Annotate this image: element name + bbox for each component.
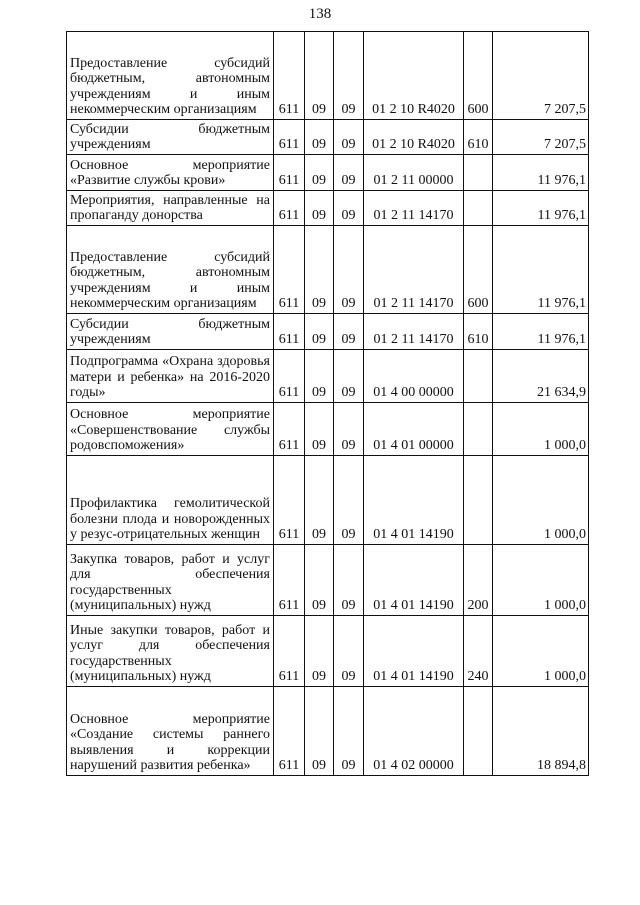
row-ved: 611: [274, 350, 305, 403]
row-rz: 09: [305, 191, 334, 226]
row-csr: 01 2 11 14170: [364, 191, 464, 226]
row-pr: 09: [334, 120, 364, 155]
row-sum: 1 000,0: [493, 403, 589, 456]
row-sum: 11 976,1: [493, 314, 589, 350]
row-pr: 09: [334, 456, 364, 545]
row-name: Профилактика гемолитической болезни плода и новорожденных у резус-отрицательных женщин: [67, 456, 274, 545]
row-ved: 611: [274, 226, 305, 314]
row-rz: 09: [305, 456, 334, 545]
row-csr: 01 2 11 14170: [364, 314, 464, 350]
row-sum: 11 976,1: [493, 155, 589, 191]
row-name: Мероприятия, направленные на пропаганду донорства: [67, 191, 274, 226]
row-sum: 7 207,5: [493, 32, 589, 120]
row-name: Субсидии бюджетным учреждениям: [67, 314, 274, 350]
row-csr: 01 4 01 14190: [364, 456, 464, 545]
row-vr: 600: [464, 32, 493, 120]
table-row: [67, 545, 589, 616]
row-csr: 01 4 00 00000: [364, 350, 464, 403]
row-vr: [464, 155, 493, 191]
row-vr: 600: [464, 226, 493, 314]
table-row: [67, 191, 589, 226]
table-row: [67, 226, 589, 314]
row-ved: 611: [274, 456, 305, 545]
row-ved: 611: [274, 687, 305, 776]
budget-table-body: [67, 32, 589, 776]
row-vr: 200: [464, 545, 493, 616]
row-name: Подпрограмма «Охрана здоровья матери и ребенка» на 2016-2020 годы»: [67, 350, 274, 403]
table-row: [67, 155, 589, 191]
row-sum: 11 976,1: [493, 191, 589, 226]
row-csr: 01 2 11 14170: [364, 226, 464, 314]
table-row: [67, 687, 589, 776]
row-rz: 09: [305, 226, 334, 314]
row-vr: 610: [464, 314, 493, 350]
row-pr: 09: [334, 155, 364, 191]
row-sum: 1 000,0: [493, 456, 589, 545]
row-rz: 09: [305, 687, 334, 776]
budget-table: [66, 31, 589, 776]
table-row: [67, 350, 589, 403]
row-vr: 610: [464, 120, 493, 155]
row-csr: 01 4 01 14190: [364, 545, 464, 616]
row-sum: 18 894,8: [493, 687, 589, 776]
row-pr: 09: [334, 226, 364, 314]
row-sum: 1 000,0: [493, 616, 589, 687]
row-rz: 09: [305, 314, 334, 350]
row-sum: 7 207,5: [493, 120, 589, 155]
row-csr: 01 4 01 14190: [364, 616, 464, 687]
row-name: Предоставление субсидий бюджетным, автономным учреждениям и иным некоммерческим организациям: [67, 32, 274, 120]
page-number: 138: [308, 6, 332, 22]
table-row: [67, 616, 589, 687]
row-csr: 01 2 11 00000: [364, 155, 464, 191]
row-pr: 09: [334, 403, 364, 456]
row-vr: [464, 350, 493, 403]
row-rz: 09: [305, 120, 334, 155]
row-sum: 1 000,0: [493, 545, 589, 616]
row-ved: 611: [274, 191, 305, 226]
row-rz: 09: [305, 32, 334, 120]
table-row: [67, 120, 589, 155]
row-name: Предоставление субсидий бюджетным, автономным учреждениям и иным некоммерческим организациям: [67, 226, 274, 314]
row-name: Основное мероприятие «Создание системы раннего выявления и коррекции нарушений развития ребенка»: [67, 687, 274, 776]
row-rz: 09: [305, 616, 334, 687]
row-ved: 611: [274, 403, 305, 456]
row-ved: 611: [274, 32, 305, 120]
row-pr: 09: [334, 545, 364, 616]
table-row: [67, 314, 589, 350]
row-pr: 09: [334, 687, 364, 776]
row-pr: 09: [334, 191, 364, 226]
row-vr: 240: [464, 616, 493, 687]
row-name: Иные закупки товаров, работ и услуг для обеспечения государственных (муниципальных) нужд: [67, 616, 274, 687]
row-rz: 09: [305, 403, 334, 456]
row-pr: 09: [334, 314, 364, 350]
row-vr: [464, 191, 493, 226]
row-rz: 09: [305, 155, 334, 191]
row-ved: 611: [274, 545, 305, 616]
row-ved: 611: [274, 155, 305, 191]
row-vr: [464, 403, 493, 456]
row-csr: 01 4 02 00000: [364, 687, 464, 776]
row-ved: 611: [274, 120, 305, 155]
row-name: Закупка товаров, работ и услуг для обеспечения государственных (муниципальных) нужд: [67, 545, 274, 616]
row-csr: 01 4 01 00000: [364, 403, 464, 456]
row-vr: [464, 687, 493, 776]
row-pr: 09: [334, 616, 364, 687]
row-csr: 01 2 10 R4020: [364, 32, 464, 120]
row-pr: 09: [334, 350, 364, 403]
row-csr: 01 2 10 R4020: [364, 120, 464, 155]
table-row: [67, 456, 589, 545]
row-pr: 09: [334, 32, 364, 120]
row-name: Основное мероприятие «Развитие службы крови»: [67, 155, 274, 191]
row-ved: 611: [274, 314, 305, 350]
row-sum: 21 634,9: [493, 350, 589, 403]
table-row: [67, 32, 589, 120]
row-rz: 09: [305, 545, 334, 616]
table-row: [67, 403, 589, 456]
row-name: Субсидии бюджетным учреждениям: [67, 120, 274, 155]
row-ved: 611: [274, 616, 305, 687]
row-name: Основное мероприятие «Совершенствование службы родовспоможения»: [67, 403, 274, 456]
row-vr: [464, 456, 493, 545]
row-rz: 09: [305, 350, 334, 403]
row-sum: 11 976,1: [493, 226, 589, 314]
